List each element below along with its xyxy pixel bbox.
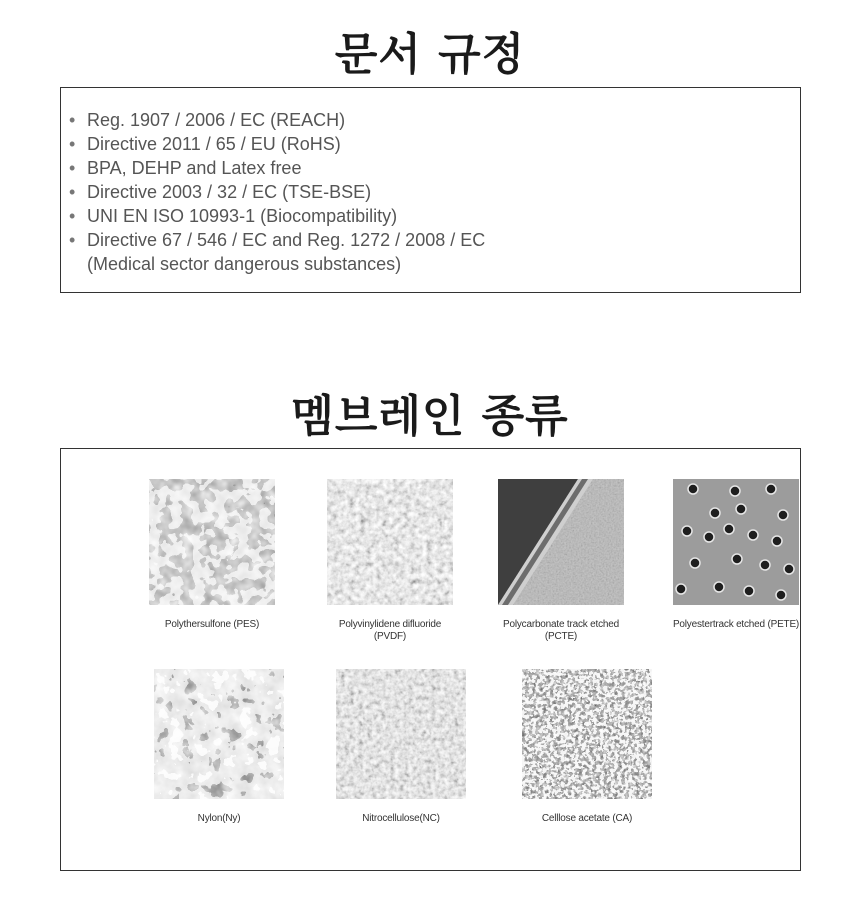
membrane-card-pcte [471, 479, 651, 643]
pvdf-sem-image [327, 479, 453, 605]
membrane-card-pete [646, 479, 826, 631]
membrane-caption: Polycarbonate track etched [503, 619, 619, 630]
membrane-card-ca [497, 669, 677, 825]
list-item: • Directive 2003 / 32 / EC (TSE-BSE) [69, 182, 372, 202]
membrane-caption: Nylon(Ny) [197, 813, 241, 824]
regulations-title: 문서 규정 [334, 29, 526, 80]
regulations-list [69, 108, 800, 276]
membrane-caption: Celllose acetate (CA) [541, 813, 633, 824]
ca-sem-image [522, 669, 652, 799]
membranes-title: 멤브레인 종류 [291, 391, 569, 442]
membrane-caption: Polyestertrack etched (PETE) [672, 619, 800, 630]
nc-sem-image [336, 669, 466, 799]
membrane-caption: Polythersulfone (PES) [164, 619, 260, 630]
membrane-caption: Nitrocellulose(NC) [362, 813, 440, 824]
membrane-card-nylon [129, 669, 309, 825]
list-item-continuation: (Medical sector dangerous substances) [87, 254, 402, 274]
pes-sem-image [149, 479, 275, 605]
list-item: • Directive 67 / 546 / EC and Reg. 1272 / 2008 / EC [69, 230, 486, 250]
pcte-sem-image [498, 479, 624, 605]
regulations-box [60, 87, 801, 293]
pete-sem-image [673, 479, 799, 605]
membrane-card-pvdf [300, 479, 480, 643]
membrane-caption-line2: (PVDF) [373, 631, 407, 642]
list-item: • Reg. 1907 / 2006 / EC (REACH) [69, 110, 346, 130]
list-item: • UNI EN ISO 10993-1 (Biocompatibility) [69, 206, 398, 226]
membrane-grid [60, 448, 801, 871]
membrane-card-pes [122, 479, 302, 631]
list-item: • Directive 2011 / 65 / EU (RoHS) [69, 134, 341, 154]
membrane-card-nc [311, 669, 491, 825]
list-item: • BPA, DEHP and Latex free [69, 158, 302, 178]
nylon-sem-image [154, 669, 284, 799]
membrane-caption-line2: (PCTE) [544, 631, 578, 642]
membrane-caption: Polyvinylidene difluoride [338, 619, 442, 630]
